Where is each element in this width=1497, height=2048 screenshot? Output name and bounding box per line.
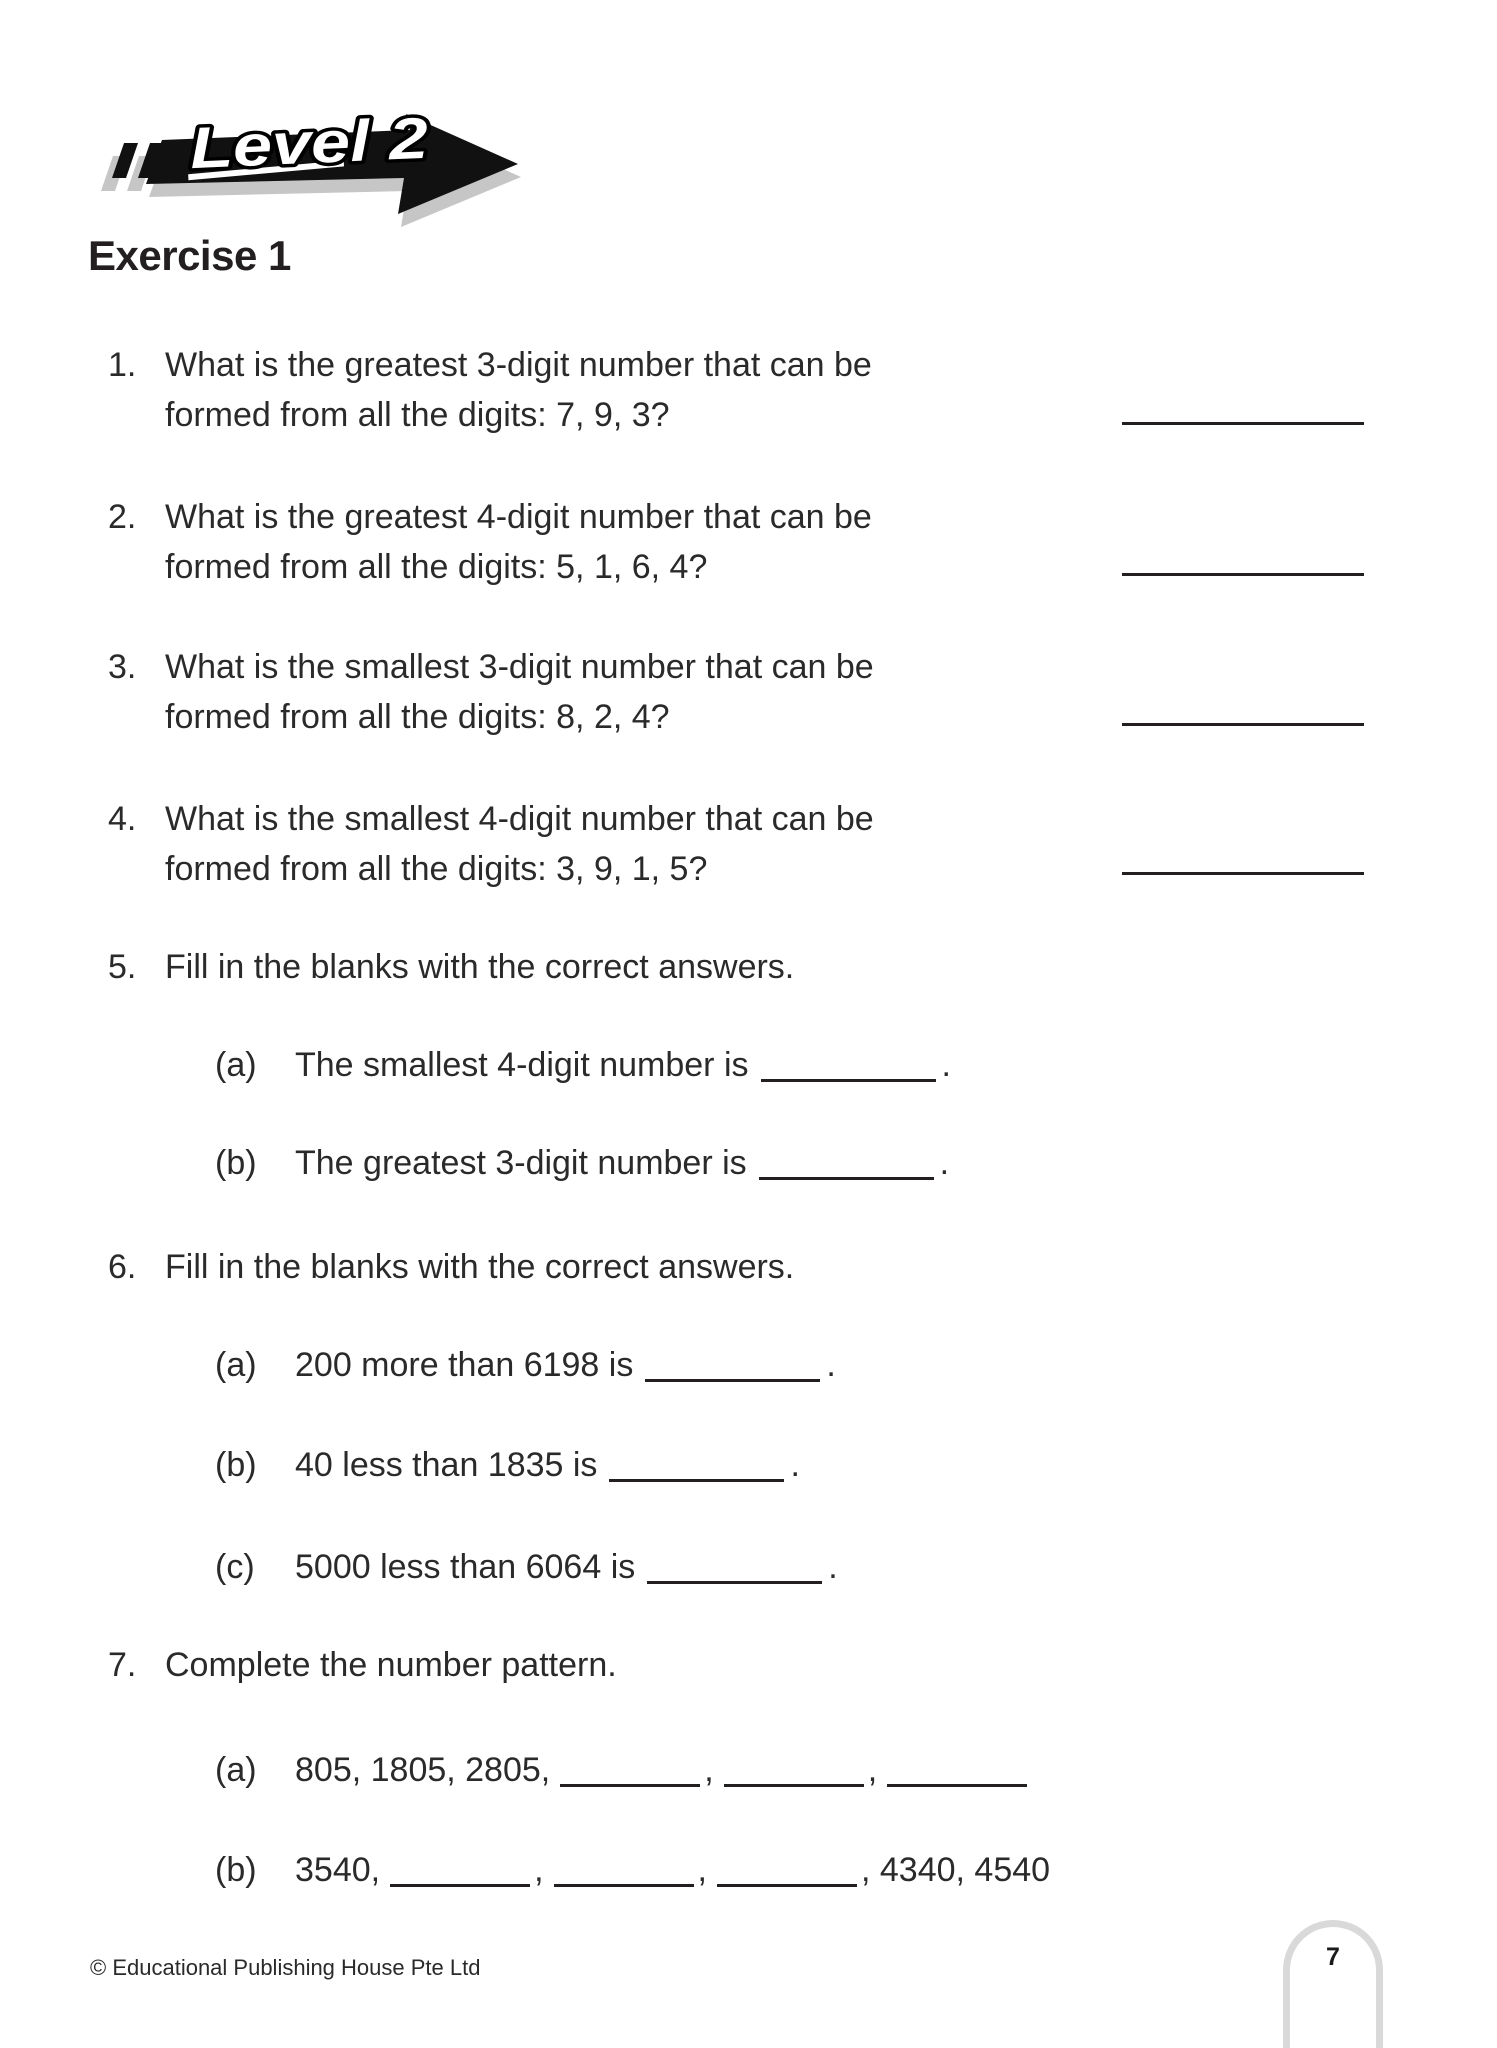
sub-text bbox=[295, 1440, 1245, 1490]
copyright-notice: © Educational Publishing House Pte Ltd bbox=[90, 1955, 481, 1980]
answer-blank[interactable] bbox=[645, 1379, 820, 1382]
sub-text-after: . bbox=[790, 1446, 800, 1484]
question-number: 1. bbox=[108, 346, 137, 384]
sub-text-after: , 4340, 4540 bbox=[861, 1851, 1051, 1889]
question-3 bbox=[0, 642, 1100, 752]
question-text bbox=[165, 340, 1065, 450]
sub-text-after: . bbox=[941, 1046, 951, 1084]
sub-text bbox=[295, 1138, 1245, 1188]
question-6 bbox=[0, 1242, 1100, 1352]
sub-text-before: 200 more than 6198 is bbox=[295, 1346, 634, 1384]
sub-label: (b) bbox=[215, 1446, 257, 1484]
question-2 bbox=[0, 492, 1100, 602]
answer-blank[interactable] bbox=[759, 1177, 934, 1180]
question-text: Fill in the blanks with the correct answers. bbox=[165, 948, 795, 986]
question-line: What is the greatest 3-digit number that can be bbox=[165, 346, 872, 384]
sub-text bbox=[295, 1542, 1245, 1592]
sub-text-before: The smallest 4-digit number is bbox=[295, 1046, 749, 1084]
question-number: 4. bbox=[108, 800, 137, 838]
level-arrow-banner bbox=[88, 96, 568, 231]
sub-label: (a) bbox=[215, 1046, 257, 1084]
question-6b bbox=[0, 1440, 1250, 1500]
sub-text-before: The greatest 3-digit number is bbox=[295, 1144, 747, 1182]
answer-blank[interactable] bbox=[1122, 830, 1364, 875]
answer-blank[interactable] bbox=[887, 1784, 1027, 1787]
question-number: 2. bbox=[108, 498, 137, 536]
sub-label: (b) bbox=[215, 1851, 257, 1889]
question-line: What is the smallest 3-digit number that can be bbox=[165, 648, 874, 686]
question-number: 3. bbox=[108, 648, 137, 686]
answer-blank[interactable] bbox=[1122, 681, 1364, 726]
sub-text-after: . bbox=[828, 1548, 838, 1586]
answer-blank[interactable] bbox=[554, 1884, 694, 1887]
separator: , bbox=[867, 1751, 878, 1789]
answer-blank[interactable] bbox=[390, 1884, 530, 1887]
sub-text bbox=[295, 1340, 1245, 1390]
question-number: 6. bbox=[108, 1248, 137, 1286]
question-line: formed from all the digits: 8, 2, 4? bbox=[165, 698, 670, 736]
sub-label: (a) bbox=[215, 1346, 257, 1384]
question-1 bbox=[0, 340, 1100, 450]
question-5 bbox=[0, 942, 1100, 1052]
answer-blank[interactable] bbox=[647, 1581, 822, 1584]
question-6a bbox=[0, 1340, 1250, 1400]
answer-blank[interactable] bbox=[761, 1079, 936, 1082]
sub-label: (b) bbox=[215, 1144, 257, 1182]
question-5b bbox=[0, 1138, 1250, 1198]
question-7b bbox=[0, 1845, 1250, 1905]
sub-text-before: 805, 1805, 2805, bbox=[295, 1751, 551, 1789]
question-line: formed from all the digits: 5, 1, 6, 4? bbox=[165, 548, 708, 586]
question-number: 7. bbox=[108, 1646, 137, 1684]
question-6c bbox=[0, 1542, 1250, 1602]
separator: , bbox=[704, 1751, 714, 1789]
question-text bbox=[165, 642, 1065, 752]
level-banner-label: Level 2 bbox=[188, 107, 388, 182]
page-number: 7 bbox=[1326, 1943, 1340, 1971]
question-text bbox=[165, 492, 1065, 602]
sub-label: (a) bbox=[215, 1751, 257, 1789]
question-line: formed from all the digits: 3, 9, 1, 5? bbox=[165, 850, 708, 888]
sub-text-before: 5000 less than 6064 is bbox=[295, 1548, 636, 1586]
answer-blank[interactable] bbox=[560, 1784, 700, 1787]
answer-blank[interactable] bbox=[724, 1784, 864, 1787]
separator: , bbox=[534, 1851, 544, 1889]
page-number-tab bbox=[1283, 1920, 1383, 2048]
sub-label: (c) bbox=[215, 1548, 255, 1586]
question-text: Complete the number pattern. bbox=[165, 1646, 617, 1684]
sub-text-after: . bbox=[826, 1346, 836, 1384]
question-line: What is the smallest 4-digit number that can be bbox=[165, 800, 874, 838]
question-5a bbox=[0, 1040, 1250, 1100]
answer-blank[interactable] bbox=[717, 1884, 857, 1887]
question-7 bbox=[0, 1640, 1100, 1750]
sub-text bbox=[295, 1745, 1245, 1795]
sub-text bbox=[295, 1040, 1245, 1090]
question-line: What is the greatest 4-digit number that can be bbox=[165, 498, 872, 536]
question-number: 5. bbox=[108, 948, 137, 986]
question-text: Fill in the blanks with the correct answers. bbox=[165, 1248, 795, 1286]
answer-blank[interactable] bbox=[609, 1479, 784, 1482]
question-text bbox=[165, 794, 1065, 904]
question-line: formed from all the digits: 7, 9, 3? bbox=[165, 396, 670, 434]
question-7a bbox=[0, 1745, 1250, 1805]
answer-blank[interactable] bbox=[1122, 531, 1364, 576]
answer-blank[interactable] bbox=[1122, 380, 1364, 425]
separator: , bbox=[697, 1851, 707, 1889]
question-4 bbox=[0, 794, 1100, 904]
page-title: Exercise 1 bbox=[88, 232, 291, 279]
sub-text-after: . bbox=[939, 1144, 950, 1182]
sub-text-before: 3540, bbox=[295, 1851, 381, 1889]
sub-text-before: 40 less than 1835 is bbox=[295, 1446, 598, 1484]
sub-text bbox=[295, 1845, 1245, 1895]
